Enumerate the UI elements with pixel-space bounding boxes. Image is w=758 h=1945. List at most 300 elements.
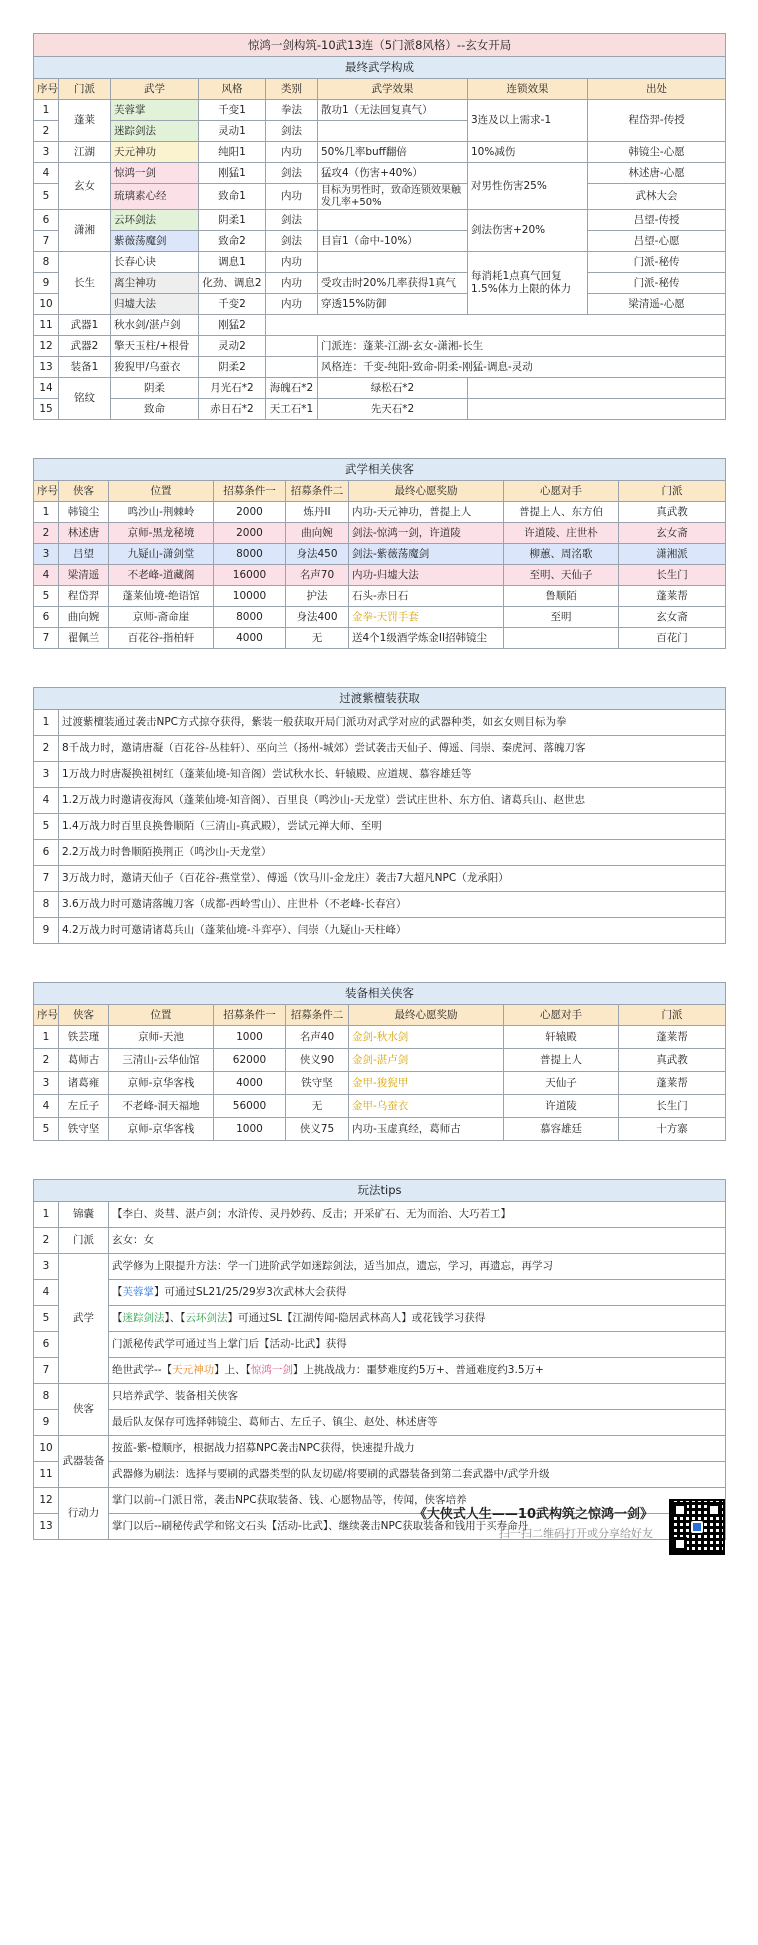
row-number: 5 bbox=[34, 1306, 59, 1332]
tip-text: 1万战力时唐凝换祖树红（蓬莱仙境-知音阁）尝试秋水长、轩辕殿、应道规、慕容雄廷等 bbox=[59, 762, 726, 788]
sect-cell: 玄女斋 bbox=[619, 607, 726, 628]
skill-highlight: 芙蓉掌 bbox=[122, 1286, 154, 1298]
table-row bbox=[34, 1332, 726, 1358]
condition-2: 无 bbox=[286, 628, 349, 649]
header-cell: 武学 bbox=[111, 79, 199, 100]
table-header bbox=[34, 79, 726, 100]
source-cell: 韩镜尘-心愿 bbox=[588, 142, 726, 163]
table-row bbox=[34, 918, 726, 944]
tip-text: 2.2万战力时鲁顺陌换荆正（鸣沙山-天龙堂） bbox=[59, 840, 726, 866]
header-cell: 最终心愿奖励 bbox=[349, 481, 504, 502]
table-row bbox=[34, 866, 726, 892]
chain-cell: 剑法伤害+20% bbox=[468, 210, 588, 252]
inscription-stone: 先天石*2 bbox=[318, 399, 468, 420]
sect-cell: 真武教 bbox=[619, 1049, 726, 1072]
category-cell: 剑法 bbox=[266, 121, 318, 142]
row-number: 5 bbox=[34, 1118, 59, 1141]
condition-1: 1000 bbox=[214, 1026, 286, 1049]
table-row bbox=[34, 399, 726, 420]
row-number: 6 bbox=[34, 210, 59, 231]
qr-code-icon[interactable] bbox=[669, 1499, 725, 1555]
chain-cell: 10%减伤 bbox=[468, 142, 588, 163]
source-cell: 门派-秘传 bbox=[588, 273, 726, 294]
row-number: 3 bbox=[34, 1072, 59, 1095]
row-number: 2 bbox=[34, 523, 59, 544]
row-number: 8 bbox=[34, 252, 59, 273]
row-number: 12 bbox=[34, 1488, 59, 1514]
tip-text: 最后队友保存可选择韩镜尘、葛师古、左丘子、镇尘、赵处、林述唐等 bbox=[109, 1410, 726, 1436]
sect-cell: 蓬莱帮 bbox=[619, 1072, 726, 1095]
reward: 内功-玉虚真经，葛师古 bbox=[349, 1118, 504, 1141]
rival: 至明 bbox=[504, 607, 619, 628]
inscription-stone: 天工石*1 bbox=[266, 399, 318, 420]
row-number: 1 bbox=[34, 1026, 59, 1049]
npc-location: 三清山-云华仙馆 bbox=[109, 1049, 214, 1072]
category-cell: 拳法 bbox=[266, 100, 318, 121]
rival: 至明、天仙子 bbox=[504, 565, 619, 586]
chain-cell: 每消耗1点真气回复1.5%体力上限的体力 bbox=[468, 252, 588, 315]
section-title: 过渡紫檀装获取 bbox=[34, 688, 726, 710]
skill-cell: 惊鸿一剑 bbox=[111, 163, 199, 184]
sect-cell: 潇湘派 bbox=[619, 544, 726, 565]
text-fragment: 】可通过SL21/25/29岁3次武林大会获得 bbox=[154, 1286, 347, 1298]
row-number: 8 bbox=[34, 1384, 59, 1410]
style-cell: 灵动1 bbox=[199, 121, 266, 142]
condition-1: 10000 bbox=[214, 586, 286, 607]
source-cell: 梁清遥-心愿 bbox=[588, 294, 726, 315]
npc-name: 左丘子 bbox=[59, 1095, 109, 1118]
sect-cell: 武器1 bbox=[59, 315, 111, 336]
skill-cell: 离尘神功 bbox=[111, 273, 199, 294]
condition-2: 身法400 bbox=[286, 607, 349, 628]
npc-name: 曲向婉 bbox=[59, 607, 109, 628]
page bbox=[33, 33, 725, 1540]
row-number: 6 bbox=[34, 1332, 59, 1358]
table-row bbox=[34, 1306, 726, 1332]
sect-cell: 百花门 bbox=[619, 628, 726, 649]
header-cell: 侠客 bbox=[59, 481, 109, 502]
section-title: 装备相关侠客 bbox=[34, 983, 726, 1005]
condition-2: 铁守坚 bbox=[286, 1072, 349, 1095]
tip-category: 门派 bbox=[59, 1228, 109, 1254]
header-cell: 序号 bbox=[34, 481, 59, 502]
style-cell: 千变2 bbox=[199, 294, 266, 315]
header-cell: 连锁效果 bbox=[468, 79, 588, 100]
sect-cell: 十方寨 bbox=[619, 1118, 726, 1141]
row-number: 5 bbox=[34, 814, 59, 840]
header-cell: 位置 bbox=[109, 481, 214, 502]
table-row bbox=[34, 607, 726, 628]
effect-cell: 受攻击时20%几率获得1真气 bbox=[318, 273, 468, 294]
tip-text: 门派秘传武学可通过当上掌门后【活动-比武】获得 bbox=[109, 1332, 726, 1358]
row-number: 7 bbox=[34, 231, 59, 252]
tip-text: 8千战力时，邀请唐凝（百花谷-丛桂轩）、巫向兰（扬州-城郊）尝试袭击天仙子、傅遥、闫崇、秦虎河、落魄刀客 bbox=[59, 736, 726, 762]
text-fragment: 】、【 bbox=[164, 1312, 186, 1324]
row-number: 3 bbox=[34, 142, 59, 163]
header-cell: 侠客 bbox=[59, 1005, 109, 1026]
npc-name: 铁芸瑾 bbox=[59, 1026, 109, 1049]
table-row bbox=[34, 1384, 726, 1410]
row-number: 6 bbox=[34, 840, 59, 866]
style-cell: 阴柔1 bbox=[199, 210, 266, 231]
effect-cell: 50%几率buff翻倍 bbox=[318, 142, 468, 163]
source-cell: 吕望-传授 bbox=[588, 210, 726, 231]
row-number: 9 bbox=[34, 1410, 59, 1436]
condition-1: 8000 bbox=[214, 607, 286, 628]
rival: 鲁顺陌 bbox=[504, 586, 619, 607]
inscription-stone: 绿松石*2 bbox=[318, 378, 468, 399]
sect-chain-note: 门派连：蓬莱-江湖-玄女-潇湘-长生 bbox=[318, 336, 726, 357]
table-row bbox=[34, 142, 726, 163]
category-cell: 剑法 bbox=[266, 210, 318, 231]
npc-name: 诸葛雍 bbox=[59, 1072, 109, 1095]
table-row bbox=[34, 788, 726, 814]
effect-cell: 猛攻4（伤害+40%） bbox=[318, 163, 468, 184]
row-number: 3 bbox=[34, 762, 59, 788]
row-number: 2 bbox=[34, 736, 59, 762]
tip-category: 武学 bbox=[59, 1254, 109, 1384]
table-header bbox=[34, 1005, 726, 1026]
table-row bbox=[34, 1280, 726, 1306]
row-number: 5 bbox=[34, 184, 59, 210]
section-title: 最终武学构成 bbox=[34, 57, 726, 79]
header-cell: 类别 bbox=[266, 79, 318, 100]
condition-2: 名声70 bbox=[286, 565, 349, 586]
condition-1: 4000 bbox=[214, 1072, 286, 1095]
tip-category: 侠客 bbox=[59, 1384, 109, 1436]
effect-cell bbox=[318, 121, 468, 142]
table-row bbox=[34, 1410, 726, 1436]
reward: 金剑-秋水剑 bbox=[349, 1026, 504, 1049]
page-title: 惊鸿一剑构筑-10武13连（5门派8风格）--玄女开局 bbox=[34, 34, 726, 57]
share-title: 《大侠式人生——10武构筑之惊鸿一剑》 bbox=[413, 1507, 653, 1522]
condition-2: 名声40 bbox=[286, 1026, 349, 1049]
header-cell: 心愿对手 bbox=[504, 1005, 619, 1026]
table-row bbox=[34, 378, 726, 399]
category-cell: 剑法 bbox=[266, 231, 318, 252]
condition-2: 护法 bbox=[286, 586, 349, 607]
npc-location: 不老峰-洞天福地 bbox=[109, 1095, 214, 1118]
npc-name: 韩镜尘 bbox=[59, 502, 109, 523]
table-row bbox=[34, 1072, 726, 1095]
condition-1: 62000 bbox=[214, 1049, 286, 1072]
row-number: 14 bbox=[34, 378, 59, 399]
table-row bbox=[34, 1358, 726, 1384]
skill-cell: 天元神功 bbox=[111, 142, 199, 163]
table-row bbox=[34, 544, 726, 565]
effect-cell: 散功1（无法回复真气） bbox=[318, 100, 468, 121]
rival: 柳蕙、周洺歌 bbox=[504, 544, 619, 565]
table-row bbox=[34, 565, 726, 586]
row-number: 10 bbox=[34, 294, 59, 315]
empty-cell bbox=[468, 399, 726, 420]
row-number: 4 bbox=[34, 565, 59, 586]
inscription-type: 致命 bbox=[111, 399, 199, 420]
text-fragment: 】可通过SL【江湖传闻-隐居武林高人】或花钱学习获得 bbox=[227, 1312, 486, 1324]
empty-cell bbox=[468, 378, 726, 399]
row-number: 2 bbox=[34, 1228, 59, 1254]
table-row bbox=[34, 231, 726, 252]
row-number: 6 bbox=[34, 607, 59, 628]
effect-cell: 穿透15%防御 bbox=[318, 294, 468, 315]
condition-1: 1000 bbox=[214, 1118, 286, 1141]
npc-location: 京师-天池 bbox=[109, 1026, 214, 1049]
style-cell: 化劲、调息2 bbox=[199, 273, 266, 294]
row-number: 11 bbox=[34, 1462, 59, 1488]
table-row bbox=[34, 710, 726, 736]
header-cell: 位置 bbox=[109, 1005, 214, 1026]
npc-table bbox=[33, 458, 726, 649]
text-fragment: 【 bbox=[112, 1312, 123, 1324]
reward: 金甲-狻猊甲 bbox=[349, 1072, 504, 1095]
source-cell: 吕望-心愿 bbox=[588, 231, 726, 252]
table-row bbox=[34, 1095, 726, 1118]
npc-name: 梁清遥 bbox=[59, 565, 109, 586]
row-number: 4 bbox=[34, 788, 59, 814]
condition-2: 炼丹II bbox=[286, 502, 349, 523]
npc-name: 葛师古 bbox=[59, 1049, 109, 1072]
inscription-stone: 赤日石*2 bbox=[199, 399, 266, 420]
table-row bbox=[34, 252, 726, 273]
tip-text: 掌门以前--门派日常，袭击NPC获取装备、钱、心愿物品等，传闻，侠客培养 bbox=[109, 1488, 726, 1514]
skill-cell: 紫薇荡魔剑 bbox=[111, 231, 199, 252]
table-row bbox=[34, 502, 726, 523]
row-number: 3 bbox=[34, 1254, 59, 1280]
row-number: 2 bbox=[34, 1049, 59, 1072]
reward: 金拳-天罚手套 bbox=[349, 607, 504, 628]
tip-text: 【李白、炎彗、湛卢剑；水浒传、灵丹妙药、反击；开采矿石、无为而治、大巧若工】 bbox=[109, 1202, 726, 1228]
skill-highlight: 云环剑法 bbox=[185, 1312, 228, 1324]
tip-text: 3万战力时，邀请天仙子（百花谷-燕堂堂）、傅遥（饮马川-金龙庄）袭击7大超凡NPC（龙承阳） bbox=[59, 866, 726, 892]
rival: 轩辕殿 bbox=[504, 1026, 619, 1049]
npc-name: 翟佩兰 bbox=[59, 628, 109, 649]
style-cell: 阴柔2 bbox=[199, 357, 266, 378]
row-number: 1 bbox=[34, 502, 59, 523]
row-number: 13 bbox=[34, 1514, 59, 1540]
npc-location: 鸣沙山-荆棘岭 bbox=[109, 502, 214, 523]
header-cell: 心愿对手 bbox=[504, 481, 619, 502]
row-number: 8 bbox=[34, 892, 59, 918]
condition-1: 2000 bbox=[214, 523, 286, 544]
header-cell: 招募条件二 bbox=[286, 481, 349, 502]
tip-text bbox=[109, 1306, 726, 1332]
npc-location: 百花谷-指柏轩 bbox=[109, 628, 214, 649]
reward: 剑法-紫薇荡魔剑 bbox=[349, 544, 504, 565]
tip-text: 3.6万战力时可邀请落魄刀客（成都-西岭雪山）、庄世朴（不老峰-长春宫） bbox=[59, 892, 726, 918]
reward: 送4个1级酒学炼金II招韩镜尘 bbox=[349, 628, 504, 649]
table-row bbox=[34, 523, 726, 544]
row-number: 9 bbox=[34, 918, 59, 944]
npc-name: 程岱羿 bbox=[59, 586, 109, 607]
tip-text bbox=[109, 1358, 726, 1384]
condition-2: 身法450 bbox=[286, 544, 349, 565]
tip-text: 武器修为刷法：选择与要刷的武器类型的队友切磋/将要刷的武器装备到第二套武器中/武学升级 bbox=[109, 1462, 726, 1488]
row-number: 15 bbox=[34, 399, 59, 420]
rival: 许道陵 bbox=[504, 1095, 619, 1118]
npc-name: 铁守坚 bbox=[59, 1118, 109, 1141]
inscription-stone: 海魄石*2 bbox=[266, 378, 318, 399]
npc-name: 林述唐 bbox=[59, 523, 109, 544]
empty-cell bbox=[266, 357, 318, 378]
rival: 天仙子 bbox=[504, 1072, 619, 1095]
row-number: 9 bbox=[34, 273, 59, 294]
tip-category: 行动力 bbox=[59, 1488, 109, 1540]
rival: 许道陵、庄世朴 bbox=[504, 523, 619, 544]
inscription-stone: 月光石*2 bbox=[199, 378, 266, 399]
sect-cell: 蓬莱 bbox=[59, 100, 111, 142]
chain-cell: 对男性伤害25% bbox=[468, 163, 588, 210]
row-number: 3 bbox=[34, 544, 59, 565]
row-number: 12 bbox=[34, 336, 59, 357]
npc-location: 京师-京华客栈 bbox=[109, 1072, 214, 1095]
reward: 内功-天元神功，普提上人 bbox=[349, 502, 504, 523]
condition-1: 16000 bbox=[214, 565, 286, 586]
reward: 金甲-乌蚕衣 bbox=[349, 1095, 504, 1118]
condition-2: 侠义90 bbox=[286, 1049, 349, 1072]
style-cell: 灵动2 bbox=[199, 336, 266, 357]
table-row bbox=[34, 163, 726, 184]
tip-category: 武器装备 bbox=[59, 1436, 109, 1488]
header-cell: 武学效果 bbox=[318, 79, 468, 100]
table-row bbox=[34, 762, 726, 788]
table-row bbox=[34, 336, 726, 357]
tip-text: 只培养武学、装备相关侠客 bbox=[109, 1384, 726, 1410]
condition-2: 侠义75 bbox=[286, 1118, 349, 1141]
spacer bbox=[33, 944, 725, 982]
category-cell: 内功 bbox=[266, 184, 318, 210]
condition-1: 4000 bbox=[214, 628, 286, 649]
table-row bbox=[34, 357, 726, 378]
tip-text bbox=[109, 1280, 726, 1306]
table-row bbox=[34, 1436, 726, 1462]
sect-cell: 铭纹 bbox=[59, 378, 111, 420]
tip-text: 掌门以后--刷秘传武学和铭文石头【活动-比武】、继续袭击NPC获取装备和钱用于买寿命丹 bbox=[109, 1514, 726, 1540]
row-number: 11 bbox=[34, 315, 59, 336]
header-cell: 招募条件二 bbox=[286, 1005, 349, 1026]
row-number: 4 bbox=[34, 1095, 59, 1118]
table-row bbox=[34, 273, 726, 294]
sect-cell: 装备1 bbox=[59, 357, 111, 378]
effect-cell bbox=[318, 210, 468, 231]
category-cell: 内功 bbox=[266, 273, 318, 294]
table-row bbox=[34, 586, 726, 607]
skill-cell: 迷踪剑法 bbox=[111, 121, 199, 142]
tip-text: 玄女：女 bbox=[109, 1228, 726, 1254]
spacer bbox=[33, 649, 725, 687]
table-row bbox=[34, 1462, 726, 1488]
table-row bbox=[34, 184, 726, 210]
table-row bbox=[34, 1118, 726, 1141]
row-number: 5 bbox=[34, 586, 59, 607]
condition-2: 曲向婉 bbox=[286, 523, 349, 544]
npc-location: 蓬莱仙境-绝语馆 bbox=[109, 586, 214, 607]
spacer bbox=[33, 1141, 725, 1179]
style-cell: 刚猛1 bbox=[199, 163, 266, 184]
sect-cell: 长生 bbox=[59, 252, 111, 315]
rival: 普提上人 bbox=[504, 1049, 619, 1072]
row-number: 1 bbox=[34, 100, 59, 121]
skill-highlight: 惊鸿一剑 bbox=[250, 1364, 293, 1376]
spacer bbox=[33, 420, 725, 458]
row-number: 10 bbox=[34, 1436, 59, 1462]
sect-cell: 真武教 bbox=[619, 502, 726, 523]
tip-text: 1.2万战力时邀请夜海风（蓬莱仙境-知音阁）、百里良（鸣沙山-天龙堂）尝试庄世朴、东方伯、诸葛兵山、赵世忠 bbox=[59, 788, 726, 814]
category-cell: 内功 bbox=[266, 142, 318, 163]
style-chain-note: 风格连：千变-纯阳-致命-阴柔-刚猛-调息-灵动 bbox=[318, 357, 726, 378]
sect-cell: 玄女斋 bbox=[619, 523, 726, 544]
sect-cell: 蓬莱帮 bbox=[619, 1026, 726, 1049]
skill-cell: 云环剑法 bbox=[111, 210, 199, 231]
table-row bbox=[34, 100, 726, 121]
tip-category: 锦囊 bbox=[59, 1202, 109, 1228]
section-title: 玩法tips bbox=[34, 1180, 726, 1202]
effect-cell: 目标为男性时，致命连锁效果触发几率+50% bbox=[318, 184, 468, 210]
header-cell: 招募条件一 bbox=[214, 481, 286, 502]
condition-2: 无 bbox=[286, 1095, 349, 1118]
source-cell: 程岱羿-传授 bbox=[588, 100, 726, 142]
rival: 普提上人、东方伯 bbox=[504, 502, 619, 523]
section-title: 武学相关侠客 bbox=[34, 459, 726, 481]
row-number: 4 bbox=[34, 163, 59, 184]
row-number: 7 bbox=[34, 1358, 59, 1384]
reward: 石头-赤日石 bbox=[349, 586, 504, 607]
skill-cell: 芙蓉掌 bbox=[111, 100, 199, 121]
header-cell: 风格 bbox=[199, 79, 266, 100]
style-cell: 致命1 bbox=[199, 184, 266, 210]
rival: 慕容雄廷 bbox=[504, 1118, 619, 1141]
npc-location: 京师-黑龙秘境 bbox=[109, 523, 214, 544]
table-header bbox=[34, 481, 726, 502]
row-number: 4 bbox=[34, 1280, 59, 1306]
sect-cell: 蓬莱帮 bbox=[619, 586, 726, 607]
tip-text: 1.4万战力时百里良换鲁顺陌（三清山-真武殿），尝试元禅大师、至明 bbox=[59, 814, 726, 840]
effect-cell bbox=[318, 252, 468, 273]
style-cell: 纯阳1 bbox=[199, 142, 266, 163]
style-cell: 致命2 bbox=[199, 231, 266, 252]
footer bbox=[33, 1503, 725, 1563]
condition-1: 56000 bbox=[214, 1095, 286, 1118]
table-row bbox=[34, 294, 726, 315]
skill-cell: 狻猊甲/乌蚕衣 bbox=[111, 357, 199, 378]
npc-location: 九疑山-潇剑堂 bbox=[109, 544, 214, 565]
chain-cell: 3连及以上需求-1 bbox=[468, 100, 588, 142]
source-cell: 门派-秘传 bbox=[588, 252, 726, 273]
table-row bbox=[34, 628, 726, 649]
text-fragment: 】上挑战战力：噩梦难度约5万+、普通难度约3.5万+ bbox=[292, 1364, 544, 1376]
style-cell: 千变1 bbox=[199, 100, 266, 121]
sect-cell: 江湖 bbox=[59, 142, 111, 163]
npc-location: 不老峰-道藏阁 bbox=[109, 565, 214, 586]
text-fragment: 】上、【 bbox=[214, 1364, 251, 1376]
empty-cell bbox=[266, 315, 726, 336]
category-cell: 内功 bbox=[266, 252, 318, 273]
inscription-type: 阴柔 bbox=[111, 378, 199, 399]
header-cell: 最终心愿奖励 bbox=[349, 1005, 504, 1026]
text-fragment: 绝世武学--【 bbox=[112, 1364, 173, 1376]
table-row bbox=[34, 210, 726, 231]
row-number: 1 bbox=[34, 710, 59, 736]
header-cell: 序号 bbox=[34, 1005, 59, 1026]
reward: 剑法-惊鸿一剑，许道陵 bbox=[349, 523, 504, 544]
skill-highlight: 天元神功 bbox=[172, 1364, 215, 1376]
row-number: 1 bbox=[34, 1202, 59, 1228]
skill-cell: 擎天玉柱/+根骨 bbox=[111, 336, 199, 357]
empty-cell bbox=[266, 336, 318, 357]
skill-highlight: 迷踪剑法 bbox=[122, 1312, 165, 1324]
table-row bbox=[34, 315, 726, 336]
table-row bbox=[34, 892, 726, 918]
row-number: 7 bbox=[34, 866, 59, 892]
